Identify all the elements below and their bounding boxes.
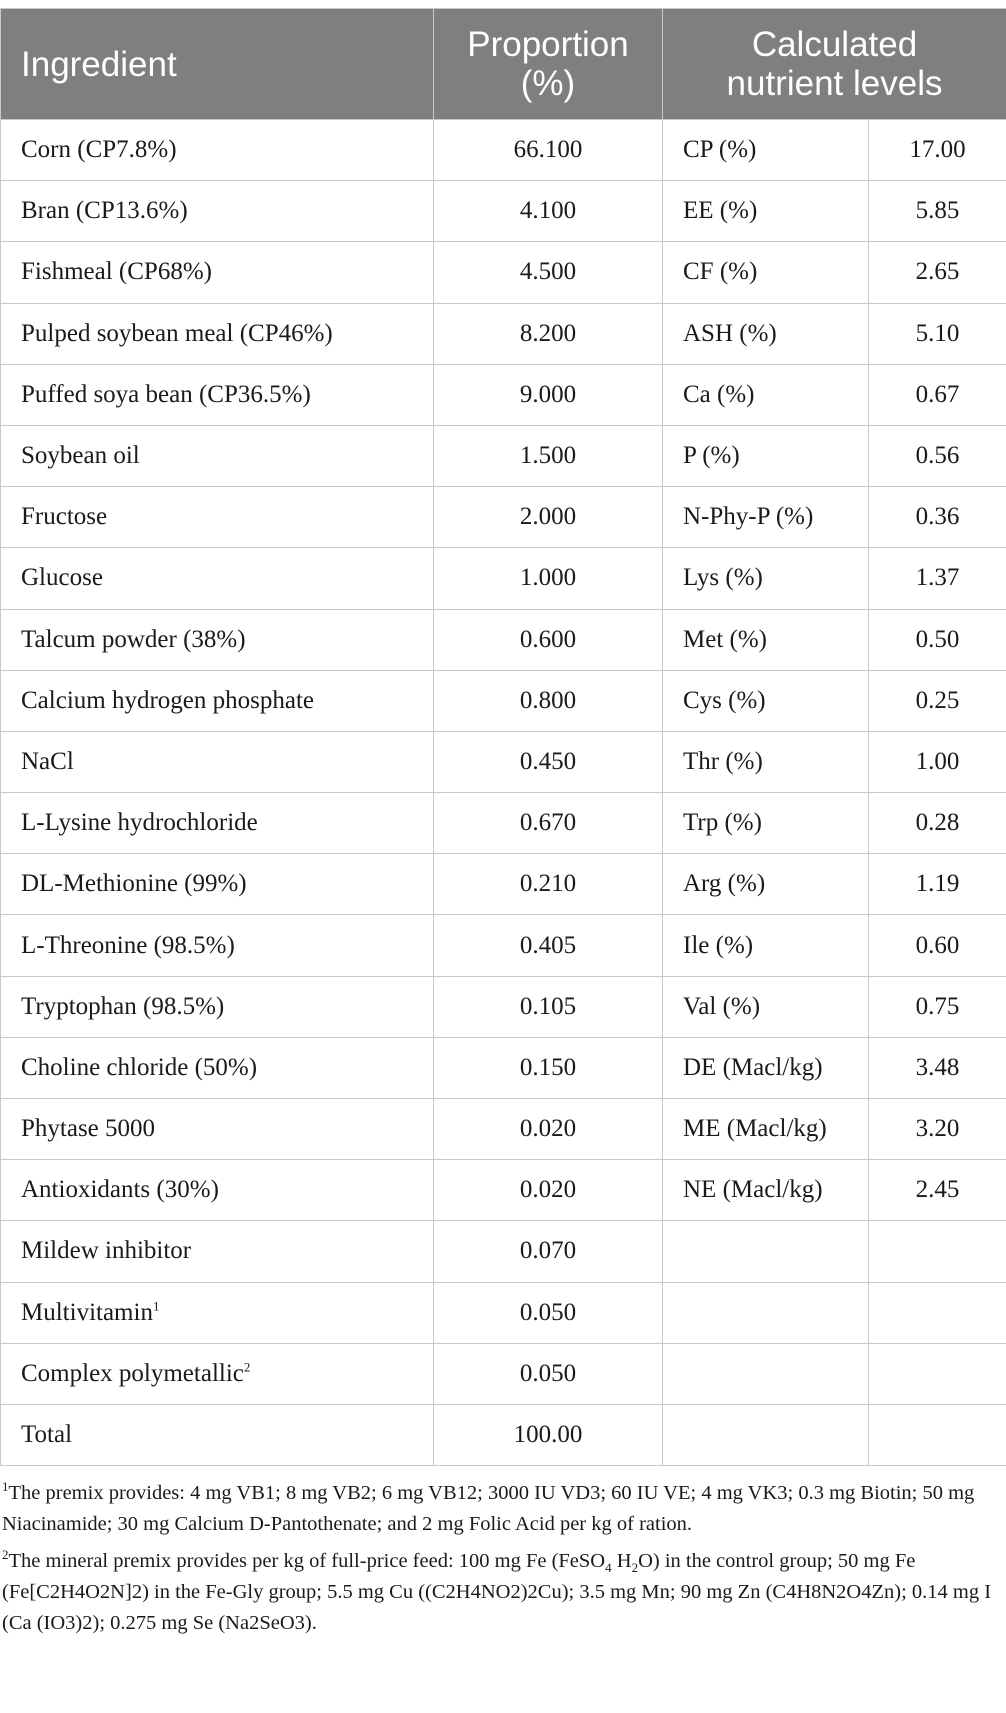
ingredient-name: Antioxidants (30%) bbox=[21, 1176, 219, 1204]
footnote-2-subscript-a: 4 bbox=[605, 1560, 612, 1576]
ingredient-cell bbox=[1, 976, 434, 1037]
ingredient-cell bbox=[1, 1404, 434, 1465]
ingredient-name: Mildew inhibitor bbox=[21, 1237, 192, 1265]
table-row bbox=[1, 1160, 1006, 1221]
nutrient-name-cell: Met (%) bbox=[663, 609, 869, 670]
nutrient-name-cell: Ile (%) bbox=[663, 915, 869, 976]
proportion-cell: 0.210 bbox=[434, 854, 663, 915]
ingredient-cell bbox=[1, 181, 434, 242]
ingredient-name: Calcium hydrogen phosphate bbox=[21, 686, 314, 714]
proportion-cell: 0.450 bbox=[434, 731, 663, 792]
ingredient-cell bbox=[1, 854, 434, 915]
nutrient-level-cell bbox=[869, 1282, 1006, 1343]
ingredient-name: Tryptophan (98.5%) bbox=[21, 992, 225, 1020]
proportion-cell: 0.020 bbox=[434, 1160, 663, 1221]
nutrient-level-cell: 0.28 bbox=[869, 793, 1006, 854]
ingredient-name: Pulped soybean meal (CP46%) bbox=[21, 319, 333, 347]
table-row bbox=[1, 364, 1006, 425]
ingredient-name: Phytase 5000 bbox=[21, 1115, 156, 1143]
ingredient-name: Fructose bbox=[21, 503, 108, 531]
proportion-cell: 8.200 bbox=[434, 303, 663, 364]
proportion-cell: 0.070 bbox=[434, 1221, 663, 1282]
nutrient-name-cell: CP (%) bbox=[663, 120, 869, 181]
table-row bbox=[1, 609, 1006, 670]
proportion-cell: 2.000 bbox=[434, 487, 663, 548]
proportion-cell: 1.500 bbox=[434, 425, 663, 486]
ingredient-name: Bran (CP13.6%) bbox=[21, 197, 188, 225]
table-body bbox=[1, 120, 1006, 1466]
nutrient-name-cell: Arg (%) bbox=[663, 854, 869, 915]
nutrient-name-cell: EE (%) bbox=[663, 181, 869, 242]
proportion-cell: 1.000 bbox=[434, 548, 663, 609]
table-row bbox=[1, 670, 1006, 731]
nutrient-name-cell: ASH (%) bbox=[663, 303, 869, 364]
ingredient-name: L-Threonine (98.5%) bbox=[21, 931, 235, 959]
nutrient-level-cell: 0.60 bbox=[869, 915, 1006, 976]
header-nutrients-line2: nutrient levels bbox=[726, 64, 943, 103]
nutrient-name-cell: CF (%) bbox=[663, 242, 869, 303]
table-row bbox=[1, 242, 1006, 303]
ingredient-cell bbox=[1, 731, 434, 792]
nutrient-name-cell: Cys (%) bbox=[663, 670, 869, 731]
proportion-cell: 66.100 bbox=[434, 120, 663, 181]
ingredient-name: Multivitamin bbox=[21, 1298, 153, 1326]
proportion-cell: 0.150 bbox=[434, 1037, 663, 1098]
nutrient-name-cell: DE (Macl/kg) bbox=[663, 1037, 869, 1098]
ingredient-name: Fishmeal (CP68%) bbox=[21, 258, 212, 286]
nutrient-name-cell: Val (%) bbox=[663, 976, 869, 1037]
nutrient-level-cell: 2.45 bbox=[869, 1160, 1006, 1221]
header-nutrients-line1: Calculated bbox=[751, 25, 918, 64]
footnote-2-marker: 2 bbox=[2, 1547, 9, 1563]
ingredient-cell bbox=[1, 915, 434, 976]
table-row bbox=[1, 976, 1006, 1037]
table-row bbox=[1, 854, 1006, 915]
ingredient-name: Glucose bbox=[21, 564, 103, 592]
ingredient-cell bbox=[1, 793, 434, 854]
proportion-cell: 0.670 bbox=[434, 793, 663, 854]
header-nutrient-levels bbox=[663, 9, 1006, 120]
proportion-cell: 0.800 bbox=[434, 670, 663, 731]
nutrient-level-cell: 0.75 bbox=[869, 976, 1006, 1037]
proportion-cell: 100.00 bbox=[434, 1404, 663, 1465]
table-header bbox=[1, 9, 1006, 120]
ingredient-cell bbox=[1, 1160, 434, 1221]
nutrient-level-cell: 17.00 bbox=[869, 120, 1006, 181]
ingredient-cell bbox=[1, 242, 434, 303]
proportion-cell: 0.600 bbox=[434, 609, 663, 670]
nutrient-level-cell: 0.25 bbox=[869, 670, 1006, 731]
nutrient-name-cell: N-Phy-P (%) bbox=[663, 487, 869, 548]
nutrient-level-cell bbox=[869, 1404, 1006, 1465]
nutrient-level-cell: 2.65 bbox=[869, 242, 1006, 303]
nutrient-level-cell: 1.37 bbox=[869, 548, 1006, 609]
ingredient-name: Choline chloride (50%) bbox=[21, 1053, 258, 1081]
footnotes bbox=[2, 1478, 1002, 1645]
nutrient-name-cell: P (%) bbox=[663, 425, 869, 486]
proportion-cell: 4.500 bbox=[434, 242, 663, 303]
ingredient-cell bbox=[1, 670, 434, 731]
table-row bbox=[1, 1343, 1006, 1404]
ingredient-cell bbox=[1, 487, 434, 548]
nutrient-level-cell: 0.50 bbox=[869, 609, 1006, 670]
ingredient-cell bbox=[1, 303, 434, 364]
ingredient-cell bbox=[1, 1282, 434, 1343]
ingredient-name: Complex polymetallic bbox=[21, 1359, 244, 1387]
header-ingredient-label: Ingredient bbox=[21, 44, 177, 84]
proportion-cell: 4.100 bbox=[434, 181, 663, 242]
footnote-marker: 2 bbox=[243, 1359, 251, 1375]
table-row bbox=[1, 1404, 1006, 1465]
footnote-1 bbox=[2, 1478, 1002, 1540]
table-row bbox=[1, 548, 1006, 609]
table-row bbox=[1, 1099, 1006, 1160]
footnote-2 bbox=[2, 1546, 1002, 1639]
footnote-2-subscript-b: 2 bbox=[631, 1560, 639, 1576]
ingredient-name: Total bbox=[21, 1421, 73, 1449]
table-row bbox=[1, 1221, 1006, 1282]
nutrient-name-cell: Trp (%) bbox=[663, 793, 869, 854]
proportion-cell: 0.405 bbox=[434, 915, 663, 976]
ingredient-cell bbox=[1, 548, 434, 609]
diet-composition-table bbox=[0, 8, 1006, 1466]
nutrient-level-cell: 0.56 bbox=[869, 425, 1006, 486]
table-row bbox=[1, 181, 1006, 242]
ingredient-cell bbox=[1, 1099, 434, 1160]
ingredient-cell bbox=[1, 609, 434, 670]
ingredient-name: Corn (CP7.8%) bbox=[21, 136, 177, 164]
ingredient-name: Soybean oil bbox=[21, 442, 140, 470]
header-proportion bbox=[434, 9, 663, 120]
nutrient-level-cell: 1.19 bbox=[869, 854, 1006, 915]
nutrient-name-cell bbox=[663, 1282, 869, 1343]
nutrient-level-cell: 0.67 bbox=[869, 364, 1006, 425]
footnote-2-text-c: O) in the control group; 50 mg Fe (Fe[C2H4O2N]2) in the Fe-Gly group; 5.5 mg Cu ((C2H4NO2)2Cu); 3.5 mg Mn; 90 mg Zn (C4H8N2O4Zn); 0.14 mg I (Ca (IO3)2); 0.275 mg Se (Na2SeO3). bbox=[2, 1550, 992, 1634]
ingredient-cell bbox=[1, 425, 434, 486]
ingredient-cell bbox=[1, 364, 434, 425]
footnote-2-text-b: H bbox=[611, 1550, 632, 1572]
table-row bbox=[1, 1037, 1006, 1098]
footnote-marker: 1 bbox=[152, 1298, 160, 1314]
nutrient-level-cell: 1.00 bbox=[869, 731, 1006, 792]
proportion-cell: 0.050 bbox=[434, 1343, 663, 1404]
ingredient-cell bbox=[1, 1343, 434, 1404]
nutrient-level-cell bbox=[869, 1221, 1006, 1282]
footnote-2-text-a: The mineral premix provides per kg of full-price feed: 100 mg Fe (FeSO bbox=[8, 1550, 606, 1572]
table-row bbox=[1, 425, 1006, 486]
table-row bbox=[1, 793, 1006, 854]
header-ingredient bbox=[1, 9, 434, 120]
ingredient-cell bbox=[1, 1037, 434, 1098]
ingredient-name: NaCl bbox=[21, 747, 74, 775]
ingredient-name: DL-Methionine (99%) bbox=[21, 870, 247, 898]
ingredient-cell bbox=[1, 120, 434, 181]
nutrient-level-cell bbox=[869, 1343, 1006, 1404]
nutrient-name-cell: Ca (%) bbox=[663, 364, 869, 425]
nutrient-level-cell: 5.10 bbox=[869, 303, 1006, 364]
nutrient-level-cell: 3.20 bbox=[869, 1099, 1006, 1160]
nutrient-name-cell: ME (Macl/kg) bbox=[663, 1099, 869, 1160]
table-row bbox=[1, 120, 1006, 181]
ingredient-cell bbox=[1, 1221, 434, 1282]
table-row bbox=[1, 1282, 1006, 1343]
ingredient-name: Puffed soya bean (CP36.5%) bbox=[21, 380, 311, 408]
table-row bbox=[1, 303, 1006, 364]
nutrient-name-cell: Thr (%) bbox=[663, 731, 869, 792]
nutrient-name-cell bbox=[663, 1343, 869, 1404]
footnote-1-marker: 1 bbox=[2, 1479, 9, 1495]
nutrient-level-cell: 0.36 bbox=[869, 487, 1006, 548]
table-row bbox=[1, 487, 1006, 548]
header-proportion-line1: Proportion bbox=[467, 25, 629, 64]
proportion-cell: 0.020 bbox=[434, 1099, 663, 1160]
nutrient-name-cell bbox=[663, 1221, 869, 1282]
nutrient-level-cell: 3.48 bbox=[869, 1037, 1006, 1098]
proportion-cell: 9.000 bbox=[434, 364, 663, 425]
footnote-1-text: The premix provides: 4 mg VB1; 8 mg VB2; 6 mg VB12; 3000 IU VD3; 60 IU VE; 4 mg VK3; 0.3 mg Biotin; 50 mg Niacinamide; 30 mg Calcium D-Pantothenate; and 2 mg Folic Acid per kg of ration. bbox=[2, 1482, 975, 1535]
ingredient-name: Talcum powder (38%) bbox=[21, 625, 246, 653]
nutrient-level-cell: 5.85 bbox=[869, 181, 1006, 242]
proportion-cell: 0.105 bbox=[434, 976, 663, 1037]
nutrient-name-cell: Lys (%) bbox=[663, 548, 869, 609]
proportion-cell: 0.050 bbox=[434, 1282, 663, 1343]
header-proportion-line2: (%) bbox=[520, 64, 576, 103]
table-row bbox=[1, 915, 1006, 976]
nutrient-name-cell: NE (Macl/kg) bbox=[663, 1160, 869, 1221]
nutrient-name-cell bbox=[663, 1404, 869, 1465]
table-row bbox=[1, 731, 1006, 792]
ingredient-name: L-Lysine hydrochloride bbox=[21, 809, 258, 837]
